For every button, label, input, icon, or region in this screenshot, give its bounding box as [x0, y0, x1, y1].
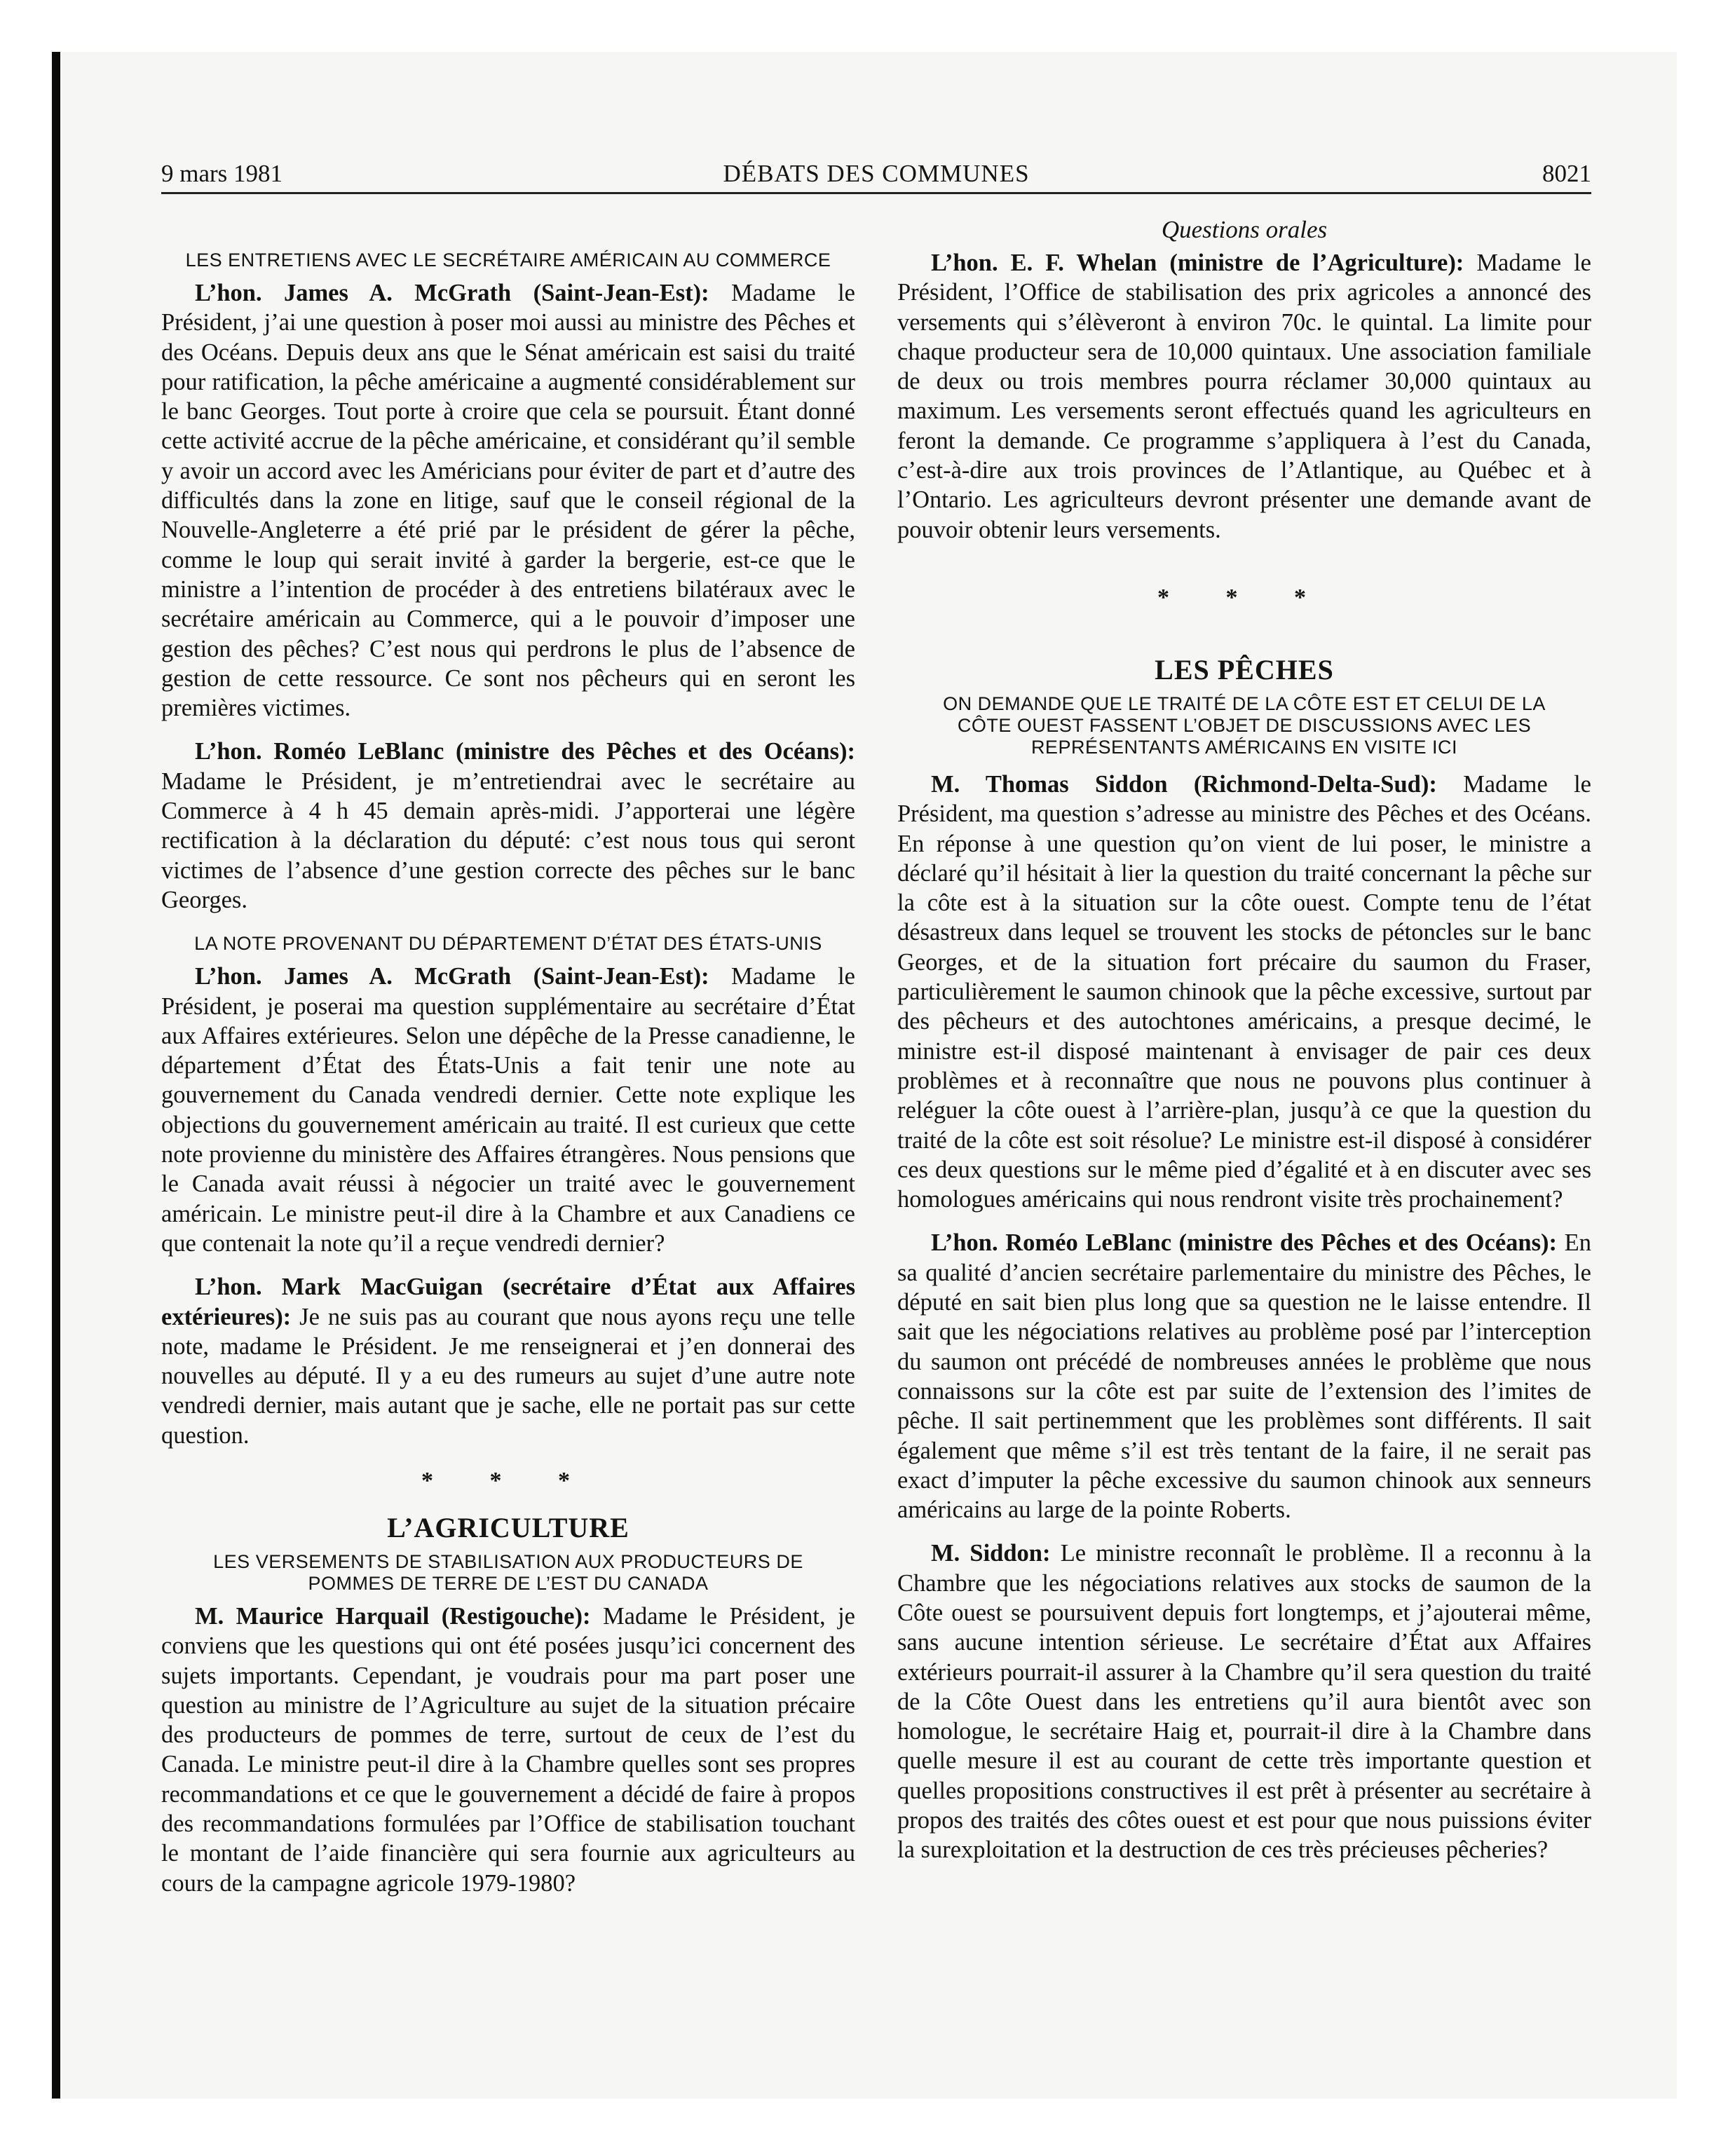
paragraph-mcgrath-2	[161, 962, 855, 1258]
speaker-name: M. Siddon:	[931, 1540, 1051, 1567]
paragraph-siddon-1	[897, 770, 1591, 1214]
section-separator: * * *	[421, 1467, 595, 1494]
speaker-name: M. Thomas Siddon (Richmond-Delta-Sud):	[931, 770, 1437, 798]
paragraph-siddon-2	[897, 1538, 1591, 1864]
speaker-name: L’hon. James A. McGrath (Saint-Jean-Est):	[195, 963, 709, 990]
paragraph-whelan	[897, 248, 1591, 545]
paragraph-harquail	[161, 1602, 855, 1898]
running-header	[161, 158, 1591, 194]
paragraph-text: Madame le Président, j’ai une question à poser moi aussi au ministre des Pêches et des Océans. Depuis deux ans que le Sénat américain est saisi du traité pour ratification, la pêche américaine a augmenté considérablement sur le banc Georges. Tout porte à croire que cela se poursuit. Étant donné cette activité accrue de la pêche américaine, et considérant qu’il semble y avoir un accord avec les Américians pour éviter de part et d’autre des difficultés dans la zone en litige, sauf que le conseil régional de la Nouvelle-Angleterre a été prié par le président de gérer la pêche, comme le loup qui serait invité à garder la bergerie, est-ce que le ministre a l’intention de procéder à des entretiens bilatéraux avec le secrétaire américain au Commerce, qui a le pouvoir d’imposer une gestion des pêches? C’est nous qui perdrons le plus de l’absence de gestion de cette ressource. Ce sont nos pêcheurs qui en seront les premières victimes.	[161, 280, 855, 722]
running-section-title: Questions orales	[1161, 216, 1328, 243]
section-title-agriculture: L’AGRICULTURE	[387, 1511, 630, 1543]
paragraph-text: Madame le Président, je conviens que les questions qui ont été posées jusqu’ici concernent des sujets importants. Cependant, je voudrais pour ma part poser une question au ministre de l’Agriculture au sujet de la situation précaire des producteurs de pommes de terre, surtout de ceux de l’est du Canada. Le ministre peut-il dire à la Chambre quelles sont ses propres recommandations et ce que le gouvernement a décidé de faire à propos des recommandations formulées par l’Office de stabilisation touchant le montant de l’aide financière qui sera fournie aux agriculteurs au cours de la campagne agricole 1979-1980?	[161, 1602, 855, 1897]
paragraph-text: Madame le Président, je poserai ma question supplémentaire au secrétaire d’État aux Affaires extérieures. Selon une dépêche de la Presse canadienne, le département d’État des États-Unis a fait tenir une note au gouvernement du Canada vendredi dernier. Cette note explique les objections du gouvernement américain au traité. Il est curieux que cette note provienne du ministère des Affaires étrangères. Nous pensions que le Canada avait réussi à négocier un traité avec le gouvernement américain. Le ministre peut-il dire à la Chambre et aux Canadiens ce que contenait la note qu’il a reçue vendredi dernier?	[161, 963, 855, 1257]
speaker-name: L’hon. Roméo LeBlanc (ministre des Pêches et des Océans):	[195, 738, 855, 765]
header-journal-title: DÉBATS DES COMMUNES	[723, 160, 1030, 187]
paragraph-leblanc-1	[161, 737, 855, 915]
speaker-name: L’hon. James A. McGrath (Saint-Jean-Est):	[195, 280, 709, 306]
subheading-east-west-treaty: ON DEMANDE QUE LE TRAITÉ DE LA CÔTE EST ET CELUI DE LA CÔTE OUEST FASSENT L’OBJET DE DISCUSSIONS AVEC LES REPRÉSENTANTS AMÉRICAINS EN VISITE ICI	[943, 692, 1546, 758]
paragraph-leblanc-2	[897, 1228, 1591, 1524]
right-column	[897, 210, 1591, 1865]
scan-edge	[52, 52, 60, 2099]
paragraph-text: Madame le Président, je m’entretiendrai avec le secrétaire au Commerce à 4 h 45 demain après-midi. J’apporterai une légère rectification à la déclaration du député: c’est nous tous qui seront victimes de l’absence d’une gestion correcte des pêches sur le banc Georges.	[161, 767, 855, 913]
paragraph-mcgrath-1	[161, 278, 855, 723]
subheading-potato-payments: LES VERSEMENTS DE STABILISATION AUX PRODUCTEURS DE POMMES DE TERRE DE L’EST DU CANADA	[213, 1550, 803, 1594]
header-page-number: 8021	[1542, 160, 1591, 187]
paragraph-text: Je ne suis pas au courant que nous ayons reçu une telle note, madame le Président. Je me renseignerai et j’en donnerai des nouvelles au député. Il y a eu des rumeurs au sujet d’une autre note vendredi dernier, mais autant que je sache, elle ne portait pas sur cette question.	[161, 1303, 855, 1449]
paragraph-macguigan	[161, 1272, 855, 1450]
section-title-fisheries: LES PÊCHES	[1155, 653, 1334, 685]
speaker-name: M. Maurice Harquail (Restigouche):	[195, 1602, 591, 1630]
left-column	[161, 210, 855, 1898]
section-separator: * * *	[1157, 584, 1331, 610]
paragraph-text: En sa qualité d’ancien secrétaire parlementaire du ministre des Pêches, le député en sait bien plus long que sa question ne le laisse entendre. Il sait que les négociations relatives au problème posé par l’interception du saumon ont précédé de nombreuses années le problème que nous connaissons sur la côte est par suite de l’extension des l’imites de pêche. Il sait pertinemment que les problèmes sont différents. Il sait également que même s’il est très tentant de la faire, il ne serait pas exact d’imputer la pêche excessive du saumon chinook aux senneurs américains au large de la pointe Roberts.	[897, 1229, 1591, 1524]
paragraph-text: Le ministre reconnaît le problème. Il a reconnu à la Chambre que les négociations relatives aux stocks de saumon de la Côte ouest se poursuivent depuis fort longtemps, et j’ajouterai même, sans aucune intention sérieuse. Le secrétaire d’État aux Affaires extérieurs pourrait-il assurer à la Chambre qu’il sera question du traité de la Côte Ouest dans les entretiens qu’il aura bientôt avec son homologue, le secrétaire Haig et, pourrait-il dire à la Chambre dans quelle mesure il est au courant de cette très importante question et quelles propositions constructives il est prêt à présenter au secrétaire à propos des traités des côtes ouest et est pour que nous puissions éviter la surexploitation et la destruction de ces très précieuses pêcheries?	[897, 1540, 1591, 1864]
paragraph-text: Madame le Président, ma question s’adresse au ministre des Pêches et des Océans. En réponse à une question qu’on vient de lui poser, le ministre a déclaré qu’il hésitait à lier la question du traité concernant la pêche sur la côte est à la situation sur la côte ouest. Compte tenu de l’état désastreux dans lequel se trouvent les stocks de pétoncles sur le banc Georges, et de la situation fort précaire du saumon du Fraser, particulièrement le saumon chinook que la pêche excessive, surtout par des pêcheurs et des autochtones américains, a presque decimé, le ministre est-il disposé maintenant à envisager de pair ces deux problèmes et à reconnaître que nous ne pouvons plus continuer à reléguer la côte ouest à l’arrière-plan, jusqu’à ce que la question du traité de la côte est soit résolue? Le ministre est-il disposé à considérer ces deux questions sur le même pied d’égalité et à en discuter avec ses homologues américains qui nous rendront visite très prochainement?	[897, 770, 1591, 1213]
paragraph-text: Madame le Président, l’Office de stabilisation des prix agricoles a annoncé des versements qui s’élèveront à environ 70c. le quintal. La limite pour chaque producteur sera de 10,000 quintaux. Une association familiale de deux ou trois membres pourra réclamer 30,000 quintaux au maximum. Les versements seront effectués quand les agriculteurs en feront la demande. Ce programme s’appliquera à l’est du Canada, c’est-à-dire aux trois provinces de l’Atlantique, au Québec et à l’Ontario. Les agriculteurs devront présenter une demande avant de pouvoir obtenir leurs versements.	[897, 250, 1591, 543]
subheading-state-department-note: LA NOTE PROVENANT DU DÉPARTEMENT D’ÉTAT DES ÉTATS-UNIS	[194, 933, 822, 955]
speaker-name: L’hon. Roméo LeBlanc (ministre des Pêches et des Océans):	[931, 1229, 1558, 1257]
speaker-name: L’hon. Mark MacGuigan (secrétaire d’État aux Affaires extérieures):	[161, 1274, 855, 1330]
header-date: 9 mars 1981	[161, 160, 283, 187]
speaker-name: L’hon. E. F. Whelan (ministre de l’Agriculture):	[931, 250, 1464, 276]
subheading-secretary-commerce: LES ENTRETIENS AVEC LE SECRÉTAIRE AMÉRICAIN AU COMMERCE	[185, 250, 831, 271]
